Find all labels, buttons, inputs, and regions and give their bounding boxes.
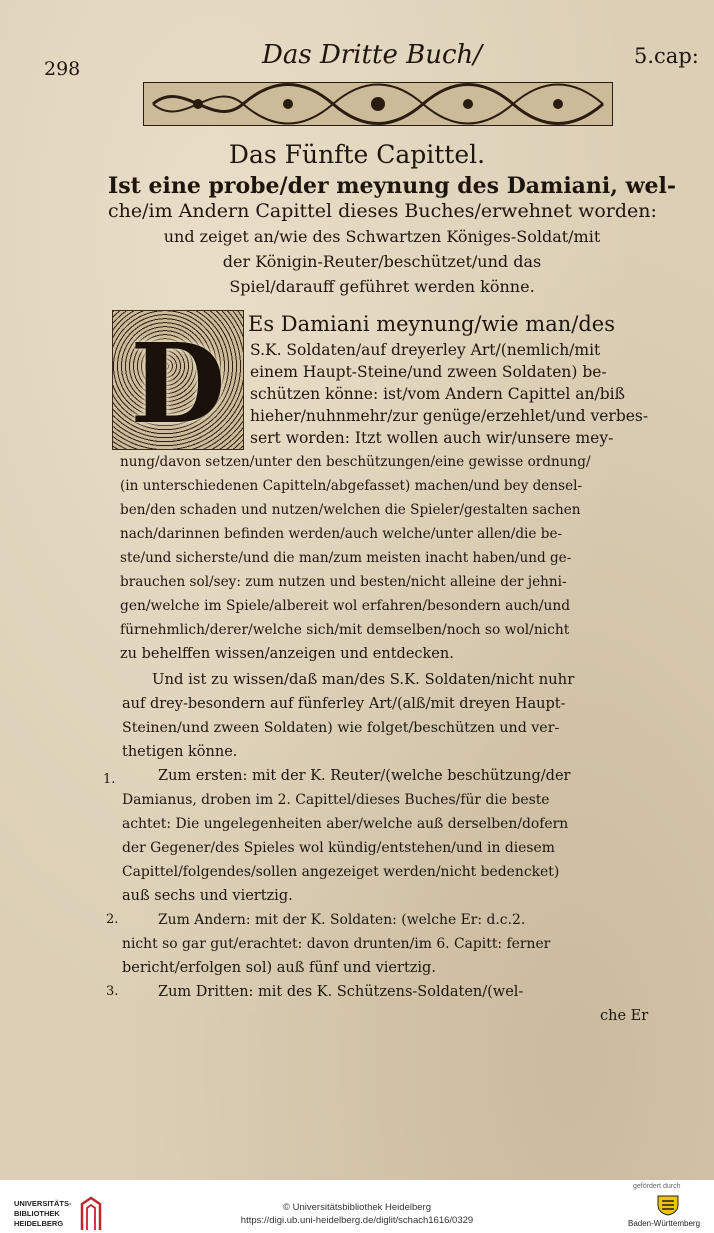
heading-line: Spiel/darauff geführet werden könne. bbox=[229, 277, 535, 296]
copyright-notice: © Universitätsbibliothek Heidelberg bbox=[283, 1202, 431, 1213]
text-line: einem Haupt-Steine/und zween Soldaten) be- bbox=[250, 363, 607, 381]
chapter-title: Das Fünfte Capittel. bbox=[228, 140, 486, 169]
permalink[interactable]: https://digi.ub.uni-heidelberg.de/diglit/schach1616/0329 bbox=[240, 1215, 474, 1226]
text-line: gen/welche im Spiele/albereit wol erfahren/besondern auch/und bbox=[120, 598, 571, 614]
text-line: brauchen sol/sey: zum nutzen und besten/nicht alleine der jehni- bbox=[120, 574, 567, 590]
text-line: ben/den schaden und nutzen/welchen die Spieler/gestalten sachen bbox=[120, 502, 581, 518]
chapter-reference: 5.cap: bbox=[634, 44, 699, 68]
text-line: thetigen könne. bbox=[122, 744, 238, 760]
text-line: auß sechs und viertzig. bbox=[122, 888, 293, 904]
margin-number: 1. bbox=[103, 772, 116, 787]
text-line: sert worden: Itzt wollen auch wir/unsere mey- bbox=[250, 429, 614, 447]
text-line: Zum Andern: mit der K. Soldaten: (welche Er: d.c.2. bbox=[158, 912, 526, 928]
text-line: Zum ersten: mit der K. Reuter/(welche beschützung/der bbox=[158, 768, 571, 784]
text-line: Damianus, droben im 2. Capittel/dieses Buches/für die beste bbox=[122, 792, 550, 808]
heading-line: Ist eine probe/der meynung des Damiani, wel- bbox=[108, 173, 677, 199]
page-number: 298 bbox=[44, 58, 81, 80]
heading-line: che/im Andern Capittel dieses Buches/erwehnet worden: bbox=[108, 200, 657, 222]
chapter-heading bbox=[108, 173, 677, 299]
library-name: UNIVERSITÄTS- BIBLIOTHEK HEIDELBERG bbox=[14, 1199, 72, 1228]
heading-line: der Königin-Reuter/beschützet/und das bbox=[222, 252, 542, 271]
funded-by-label: gefördert durch bbox=[633, 1183, 681, 1190]
text-line: ste/und sicherste/und die man/zum meisten inacht haben/und ge- bbox=[120, 550, 572, 566]
text-line: nicht so gar gut/erachtet: davon drunten/im 6. Capitt: ferner bbox=[122, 936, 551, 952]
text-line: nung/davon setzen/unter den beschützungen/eine gewisse ordnung/ bbox=[120, 454, 591, 470]
text-line: der Gegener/des Spieles wol kündig/entstehen/und in diesem bbox=[122, 840, 555, 856]
initial-letter: D bbox=[130, 319, 226, 448]
text-line: nach/darinnen befinden werden/auch welche/unter allen/die be- bbox=[120, 526, 563, 542]
margin-number: 3. bbox=[106, 984, 119, 999]
text-line: bericht/erfolgen sol) auß fünf und viertzig. bbox=[122, 960, 436, 976]
text-line: Und ist zu wissen/daß man/des S.K. Soldaten/nicht nuhr bbox=[152, 671, 575, 688]
text-line: auf drey-besondern auf fünferley Art/(alß/mit dreyen Haupt- bbox=[122, 696, 566, 712]
text-line: S.K. Soldaten/auf dreyerley Art/(nemlich/mit bbox=[250, 341, 601, 359]
decorated-initial bbox=[112, 310, 244, 450]
text-line: (in unterschiedenen Capitteln/abgefasset) machen/und bey densel- bbox=[120, 478, 583, 494]
margin-number: 2. bbox=[106, 912, 119, 927]
text-line: Es Damiani meynung/wie man/des bbox=[248, 312, 615, 336]
text-line: Capittel/folgendes/sollen angezeiget werden/nicht bedencket) bbox=[122, 864, 560, 880]
running-head: Das Dritte Buch/ bbox=[262, 40, 483, 70]
ornament-band-icon bbox=[143, 82, 613, 126]
heading-line: und zeiget an/wie des Schwartzen Königes-Soldat/mit bbox=[163, 227, 601, 246]
text-line: che Er bbox=[600, 1008, 649, 1024]
text-line: fürnehmlich/derer/welche sich/mit demselben/noch so wol/nicht bbox=[120, 622, 570, 638]
text-line: zu behelffen wissen/anzeigen und entdecken. bbox=[120, 646, 454, 662]
text-line: hieher/nuhnmehr/zur genüge/erzehlet/und verbes- bbox=[250, 407, 649, 425]
state-coat-of-arms-icon bbox=[656, 1194, 680, 1216]
text-line: Steinen/und zween Soldaten) wie folget/beschützen und ver- bbox=[122, 720, 560, 736]
text-line: schützen könne: ist/vom Andern Capittel an/biß bbox=[250, 385, 625, 403]
funder-name: Baden-Württemberg bbox=[628, 1219, 701, 1228]
text-line: achtet: Die ungelegenheiten aber/welche auß derselben/dofern bbox=[122, 816, 569, 832]
text-line: Zum Dritten: mit des K. Schützens-Soldaten/(wel- bbox=[158, 984, 524, 1000]
viewer-footer bbox=[0, 1180, 714, 1233]
